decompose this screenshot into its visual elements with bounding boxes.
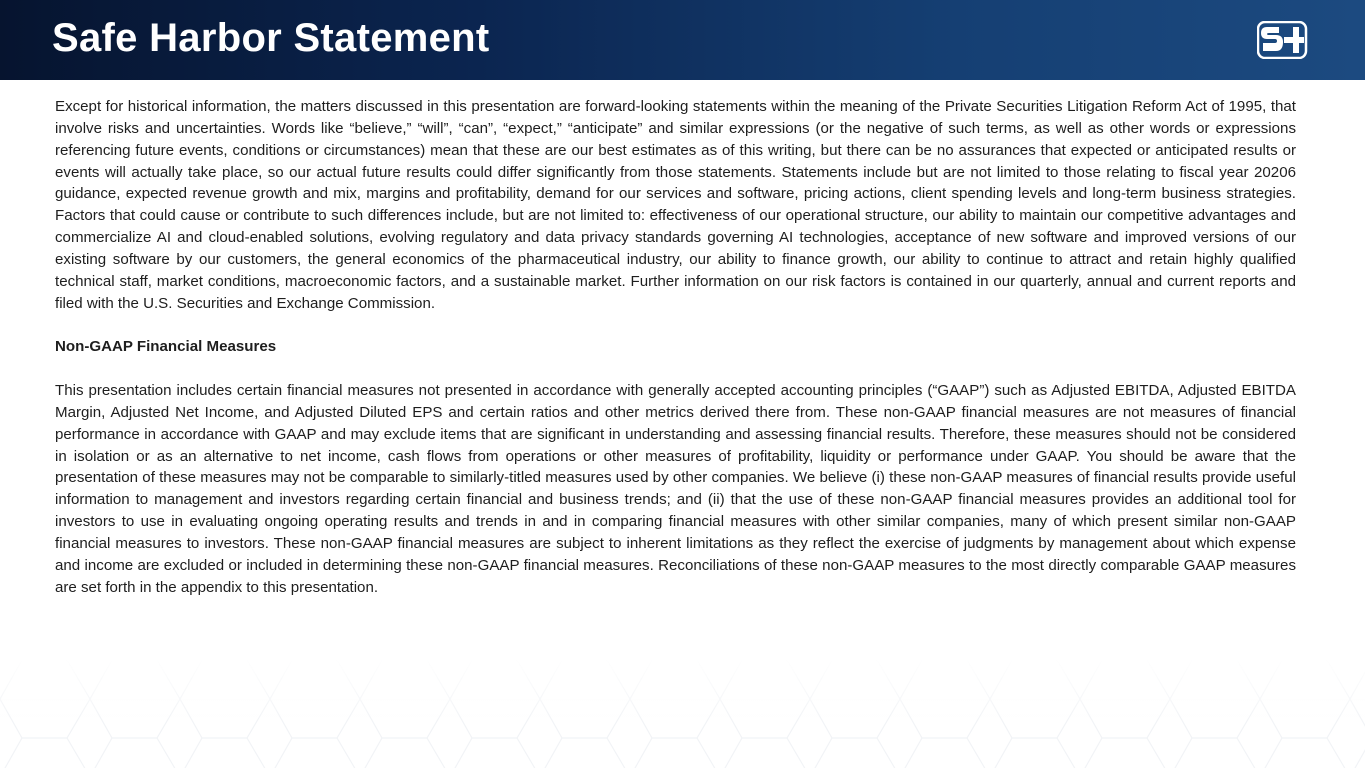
non-gaap-paragraph: This presentation includes certain financial measures not presented in accordance with generally accepted accounting principles (“GAAP”) such as Adjusted EBITDA, Adjusted EBITDA Margin, Adjusted Net Income, and Adjusted Diluted EPS and certain ratios and other metrics derived there from. These non-GAAP financial measures are not measures of financial performance in accordance with GAAP and may exclude items that are significant in understanding and assessing financial results. Therefore, these measures should not be considered in isolation or as an alternative to net income, cash flows from operations or other measures of profitability, liquidity or performance under GAAP. You should be aware that the presentation of these measures may not be comparable to similarly-titled measures used by other companies. We believe (i) these non-GAAP measures of financial results provide useful information to management and investors regarding certain financial and business trends; and (ii) that the use of these non-GAAP financial measures provides an additional tool for investors to use in evaluating ongoing operating results and trends in and in comparing financial measures with other similar companies, many of which present similar non-GAAP financial measures to investors. These non-GAAP financial measures are subject to inherent limitations as they reflect the exercise of judgments by management about which expense and income are excluded or included in determining these non-GAAP financial measures. Reconciliations of these non-GAAP measures to the most directly comparable GAAP measures are set forth in the appendix to this presentation. bbox=[55, 381, 1296, 596]
slide-header bbox=[0, 0, 1365, 80]
company-logo bbox=[1257, 21, 1309, 59]
slide-title: Safe Harbor Statement bbox=[52, 16, 490, 60]
slide-body bbox=[55, 96, 1296, 598]
section-heading: Non-GAAP Financial Measures bbox=[55, 338, 277, 356]
safe-harbor-paragraph: Except for historical information, the matters discussed in this presentation are forward-looking statements within the meaning of the Private Securities Litigation Reform Act of 1995, that involve risks and uncertainties. Words like “believe,” “will”, “can”, “expect,” “anticipate” and similar expressions (or the negative of such terms, as well as other words or expressions referencing future events, conditions or circumstances) mean that these are our best estimates as of this writing, but there can be no assurances that expected or anticipated results or events will actually take place, so our actual future results could differ significantly from those statements. Statements include but are not limited to those relating to fiscal year 20206 guidance, expected revenue growth and mix, margins and profitability, demand for our services and software, pricing actions, client spending levels and long-term business strategies. Factors that could cause or contribute to such differences include, but are not limited to: effectiveness of our operational structure, our ability to maintain our competitive advantages and commercialize AI and cloud-enabled solutions, evolving regulatory and data privacy standards governing AI technologies, acceptance of new software and improved versions of our existing software by our customers, the general economics of the pharmaceutical industry, our ability to finance growth, our ability to continue to attract and retain highly qualified technical staff, market conditions, macroeconomic factors, and a sustainable market. Further information on our risk factors is contained in our quarterly, annual and current reports and filed with the U.S. Securities and Exchange Commission. bbox=[55, 98, 1296, 312]
background-hex-pattern bbox=[0, 660, 1365, 768]
logo-text bbox=[0, 0, 1, 1]
